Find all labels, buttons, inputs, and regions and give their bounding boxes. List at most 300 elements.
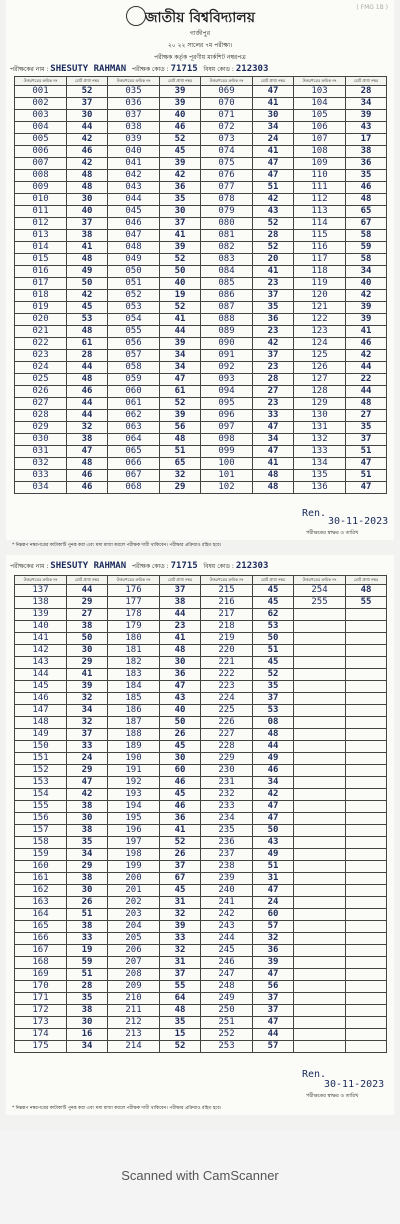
- roll-number: 205: [108, 933, 160, 945]
- roll-number: 216: [201, 597, 253, 609]
- roll-number: 094: [201, 386, 253, 398]
- roll-number: 213: [108, 1029, 160, 1041]
- roll-number: [294, 801, 346, 813]
- mark-column-header: মোট প্রাপ্ত নম্বর: [253, 576, 294, 585]
- mark-value: [346, 657, 387, 669]
- mark-value: 29: [67, 765, 108, 777]
- roll-number: [294, 1005, 346, 1017]
- table-row: [15, 158, 387, 170]
- roll-number: 099: [201, 446, 253, 458]
- mark-value: 35: [160, 1017, 201, 1029]
- roll-number: 211: [108, 1005, 160, 1017]
- mark-value: 30: [160, 753, 201, 765]
- roll-number: 089: [201, 326, 253, 338]
- table-row: [15, 110, 387, 122]
- roll-number: 241: [201, 897, 253, 909]
- mark-value: 48: [160, 645, 201, 657]
- mark-column-header: মোট প্রাপ্ত নম্বর: [253, 77, 294, 86]
- roll-number: 053: [108, 302, 160, 314]
- mark-value: 34: [160, 362, 201, 374]
- roll-number: 013: [15, 230, 67, 242]
- table-row: [15, 182, 387, 194]
- roll-number: 234: [201, 813, 253, 825]
- mark-value: 48: [253, 482, 294, 494]
- mark-value: 34: [253, 122, 294, 134]
- mark-value: [346, 861, 387, 873]
- mark-value: 23: [253, 278, 294, 290]
- table-row: [15, 729, 387, 741]
- roll-number: 041: [108, 158, 160, 170]
- mark-value: 43: [253, 206, 294, 218]
- roll-number: 092: [201, 362, 253, 374]
- roll-number: 232: [201, 789, 253, 801]
- roll-number: 178: [108, 609, 160, 621]
- mark-value: 32: [160, 470, 201, 482]
- mark-value: 35: [67, 837, 108, 849]
- mark-value: 37: [253, 993, 294, 1005]
- mark-value: 38: [160, 597, 201, 609]
- roll-number: 030: [15, 434, 67, 446]
- mark-value: [346, 993, 387, 1005]
- mark-value: 56: [160, 422, 201, 434]
- mark-value: [346, 693, 387, 705]
- mark-value: 27: [67, 609, 108, 621]
- roll-number: 240: [201, 885, 253, 897]
- roll-number: 024: [15, 362, 67, 374]
- mark-value: [346, 1005, 387, 1017]
- roll-number: 090: [201, 338, 253, 350]
- roll-number: 207: [108, 957, 160, 969]
- table-row: [15, 326, 387, 338]
- mark-value: 61: [67, 338, 108, 350]
- mark-value: 41: [67, 669, 108, 681]
- mark-value: 33: [160, 933, 201, 945]
- mark-value: 33: [67, 933, 108, 945]
- mark-value: 41: [160, 314, 201, 326]
- roll-number: 108: [294, 146, 346, 158]
- roll-number: 173: [15, 1017, 67, 1029]
- mark-value: 48: [67, 170, 108, 182]
- mark-value: 42: [253, 789, 294, 801]
- mark-value: 55: [346, 597, 387, 609]
- mark-value: 47: [160, 374, 201, 386]
- roll-number: 074: [201, 146, 253, 158]
- mark-value: 38: [67, 825, 108, 837]
- roll-number: 146: [15, 693, 67, 705]
- roll-number: 223: [201, 681, 253, 693]
- mark-value: 51: [346, 470, 387, 482]
- mark-value: 30: [160, 657, 201, 669]
- mark-value: 43: [346, 122, 387, 134]
- table-row: [15, 897, 387, 909]
- roll-number: 255: [294, 597, 346, 609]
- roll-number: [294, 921, 346, 933]
- mark-value: 46: [346, 338, 387, 350]
- roll-number: 177: [108, 597, 160, 609]
- mark-value: 28: [253, 374, 294, 386]
- examiner-code-label-2: পরীক্ষক কোড :: [131, 563, 169, 570]
- mark-value: [346, 1041, 387, 1053]
- roll-number: 193: [108, 789, 160, 801]
- roll-number: 004: [15, 122, 67, 134]
- table-row: [15, 1041, 387, 1053]
- mark-value: 39: [160, 86, 201, 98]
- roll-number: 117: [294, 254, 346, 266]
- mark-value: 52: [160, 134, 201, 146]
- mark-value: 37: [253, 693, 294, 705]
- table-row: [15, 230, 387, 242]
- marksheet-page-1: [6, 0, 394, 548]
- roll-number: 054: [108, 314, 160, 326]
- mark-value: 52: [253, 218, 294, 230]
- table-row: [15, 909, 387, 921]
- mark-value: [346, 777, 387, 789]
- roll-number: 045: [108, 206, 160, 218]
- mark-value: 19: [160, 290, 201, 302]
- roll-number: [294, 609, 346, 621]
- roll-number: 132: [294, 434, 346, 446]
- roll-column-header: উত্তরপত্রের ক্রমিক নং: [201, 576, 253, 585]
- roll-number: [294, 945, 346, 957]
- roll-number: 224: [201, 693, 253, 705]
- subject-code-label-2: বিষয় কোড :: [203, 563, 234, 570]
- table-row: [15, 278, 387, 290]
- mark-value: 44: [160, 326, 201, 338]
- mark-value: 41: [253, 266, 294, 278]
- table-row: [15, 957, 387, 969]
- roll-number: 055: [108, 326, 160, 338]
- roll-number: 057: [108, 350, 160, 362]
- mark-value: [346, 801, 387, 813]
- mark-value: 37: [67, 218, 108, 230]
- roll-number: 236: [201, 837, 253, 849]
- roll-number: 200: [108, 873, 160, 885]
- table-row: [15, 837, 387, 849]
- roll-number: 230: [201, 765, 253, 777]
- roll-number: 105: [294, 110, 346, 122]
- roll-number: [294, 669, 346, 681]
- mark-value: 29: [67, 657, 108, 669]
- mark-column-header: মোট প্রাপ্ত নম্বর: [346, 576, 387, 585]
- mark-value: 37: [253, 350, 294, 362]
- roll-number: 107: [294, 134, 346, 146]
- mark-value: 50: [160, 717, 201, 729]
- roll-number: [294, 789, 346, 801]
- mark-value: [346, 669, 387, 681]
- examiner-info-2: [10, 561, 268, 572]
- roll-number: 050: [108, 266, 160, 278]
- table-row: [15, 981, 387, 993]
- roll-number: 063: [108, 422, 160, 434]
- roll-number: 254: [294, 585, 346, 597]
- university-city: গাজীপুর: [189, 30, 211, 37]
- roll-number: 067: [108, 470, 160, 482]
- roll-number: 197: [108, 837, 160, 849]
- mark-value: 41: [160, 633, 201, 645]
- roll-number: 121: [294, 302, 346, 314]
- roll-number: 185: [108, 693, 160, 705]
- table-row: [15, 374, 387, 386]
- roll-number: 044: [108, 194, 160, 206]
- mark-value: 39: [160, 921, 201, 933]
- corner-note: ( FMG 1B ): [356, 4, 388, 11]
- table-row: [15, 585, 387, 597]
- roll-number: 137: [15, 585, 67, 597]
- roll-number: 183: [108, 669, 160, 681]
- mark-value: 32: [67, 693, 108, 705]
- roll-number: 115: [294, 230, 346, 242]
- mark-value: 57: [253, 921, 294, 933]
- mark-value: 36: [160, 669, 201, 681]
- roll-number: 085: [201, 278, 253, 290]
- roll-number: 250: [201, 1005, 253, 1017]
- roll-number: 093: [201, 374, 253, 386]
- table-row: [15, 993, 387, 1005]
- roll-number: [294, 957, 346, 969]
- roll-number: 062: [108, 410, 160, 422]
- roll-number: 081: [201, 230, 253, 242]
- roll-number: 129: [294, 398, 346, 410]
- table-row: [15, 386, 387, 398]
- roll-number: 065: [108, 446, 160, 458]
- roll-number: [294, 753, 346, 765]
- mark-value: 45: [160, 146, 201, 158]
- mark-value: 39: [346, 110, 387, 122]
- mark-value: 35: [346, 422, 387, 434]
- roll-number: 012: [15, 218, 67, 230]
- mark-value: 47: [253, 422, 294, 434]
- table-row: [15, 482, 387, 494]
- mark-value: 38: [67, 230, 108, 242]
- mark-value: 46: [346, 182, 387, 194]
- roll-number: [294, 681, 346, 693]
- roll-number: [294, 1017, 346, 1029]
- marks-table-1: [14, 76, 387, 494]
- roll-number: 039: [108, 134, 160, 146]
- mark-value: 51: [160, 446, 201, 458]
- roll-number: 088: [201, 314, 253, 326]
- mark-value: 28: [67, 350, 108, 362]
- roll-number: [294, 1041, 346, 1053]
- mark-value: 23: [253, 362, 294, 374]
- mark-value: 34: [346, 98, 387, 110]
- mark-value: 23: [253, 398, 294, 410]
- roll-number: 043: [108, 182, 160, 194]
- mark-value: 52: [160, 254, 201, 266]
- signature-caption-2: পরীক্ষকের স্বাক্ষর ও তারিখ: [306, 1093, 359, 1099]
- mark-value: 42: [67, 789, 108, 801]
- mark-value: [346, 753, 387, 765]
- roll-number: 195: [108, 813, 160, 825]
- mark-value: 48: [253, 470, 294, 482]
- roll-number: [294, 933, 346, 945]
- table-row: [15, 789, 387, 801]
- table-row: [15, 801, 387, 813]
- mark-value: 17: [346, 134, 387, 146]
- mark-value: [346, 945, 387, 957]
- marks-table-2: [14, 575, 387, 1053]
- table-row: [15, 657, 387, 669]
- roll-number: 149: [15, 729, 67, 741]
- roll-number: 229: [201, 753, 253, 765]
- roll-number: 215: [201, 585, 253, 597]
- examiner-code-2: 71715: [170, 561, 198, 571]
- mark-value: 36: [346, 158, 387, 170]
- mark-value: 52: [160, 398, 201, 410]
- roll-number: 103: [294, 86, 346, 98]
- mark-value: 47: [253, 86, 294, 98]
- mark-value: 52: [160, 1041, 201, 1053]
- roll-number: 118: [294, 266, 346, 278]
- roll-number: 114: [294, 218, 346, 230]
- roll-number: 235: [201, 825, 253, 837]
- roll-number: 136: [294, 482, 346, 494]
- mark-value: 29: [67, 861, 108, 873]
- mark-value: 48: [67, 458, 108, 470]
- roll-column-header: উত্তরপত্রের ক্রমিক নং: [201, 77, 253, 86]
- roll-number: 034: [15, 482, 67, 494]
- mark-column-header: মোট প্রাপ্ত নম্বর: [67, 576, 108, 585]
- mark-value: 48: [346, 194, 387, 206]
- mark-value: 30: [67, 645, 108, 657]
- roll-number: [294, 717, 346, 729]
- table-row: [15, 741, 387, 753]
- roll-number: 210: [108, 993, 160, 1005]
- roll-number: 046: [108, 218, 160, 230]
- mark-value: [346, 741, 387, 753]
- roll-number: 237: [201, 849, 253, 861]
- roll-number: 066: [108, 458, 160, 470]
- roll-number: 221: [201, 657, 253, 669]
- roll-number: 059: [108, 374, 160, 386]
- mark-value: 39: [160, 158, 201, 170]
- table-row: [15, 254, 387, 266]
- roll-number: 190: [108, 753, 160, 765]
- mark-value: [346, 897, 387, 909]
- mark-value: 36: [160, 182, 201, 194]
- mark-value: 64: [160, 993, 201, 1005]
- table-row: [15, 434, 387, 446]
- roll-number: [294, 777, 346, 789]
- roll-number: [294, 909, 346, 921]
- mark-value: 47: [253, 969, 294, 981]
- roll-number: 201: [108, 885, 160, 897]
- mark-value: [346, 621, 387, 633]
- roll-number: 071: [201, 110, 253, 122]
- roll-number: 253: [201, 1041, 253, 1053]
- roll-number: 204: [108, 921, 160, 933]
- mark-value: 45: [160, 741, 201, 753]
- mark-value: 65: [346, 206, 387, 218]
- roll-number: 239: [201, 873, 253, 885]
- roll-number: 008: [15, 170, 67, 182]
- mark-value: 47: [253, 813, 294, 825]
- marksheet-page-2: [6, 555, 394, 1115]
- mark-value: 41: [346, 326, 387, 338]
- mark-value: 37: [253, 290, 294, 302]
- roll-number: 080: [201, 218, 253, 230]
- mark-value: 51: [253, 861, 294, 873]
- roll-number: [294, 741, 346, 753]
- table-row: [15, 446, 387, 458]
- mark-column-header: মোট প্রাপ্ত নম্বর: [160, 576, 201, 585]
- mark-value: 58: [346, 254, 387, 266]
- mark-value: 40: [160, 705, 201, 717]
- mark-value: 41: [253, 146, 294, 158]
- mark-value: 45: [253, 585, 294, 597]
- mark-value: 48: [160, 1005, 201, 1017]
- table-row: [15, 1029, 387, 1041]
- mark-value: 44: [346, 362, 387, 374]
- mark-value: 35: [346, 170, 387, 182]
- table-row: [15, 933, 387, 945]
- mark-value: [346, 1017, 387, 1029]
- mark-value: [346, 837, 387, 849]
- mark-column-header: মোট প্রাপ্ত নম্বর: [160, 77, 201, 86]
- roll-number: [294, 837, 346, 849]
- mark-value: 30: [67, 885, 108, 897]
- mark-value: 52: [253, 242, 294, 254]
- mark-value: 15: [160, 1029, 201, 1041]
- roll-number: 144: [15, 669, 67, 681]
- roll-number: 252: [201, 1029, 253, 1041]
- mark-value: 50: [160, 266, 201, 278]
- roll-number: 042: [108, 170, 160, 182]
- mark-value: 61: [160, 386, 201, 398]
- roll-number: [294, 729, 346, 741]
- roll-number: 011: [15, 206, 67, 218]
- roll-number: 061: [108, 398, 160, 410]
- mark-value: 47: [160, 681, 201, 693]
- roll-number: 226: [201, 717, 253, 729]
- roll-number: 160: [15, 861, 67, 873]
- mark-value: 33: [253, 410, 294, 422]
- roll-number: 181: [108, 645, 160, 657]
- mark-value: 49: [67, 266, 108, 278]
- mark-value: 24: [253, 134, 294, 146]
- roll-number: [294, 633, 346, 645]
- mark-value: 45: [253, 597, 294, 609]
- roll-number: 102: [201, 482, 253, 494]
- roll-number: [294, 621, 346, 633]
- examiner-name-label: পরীক্ষকের নাম :: [10, 66, 49, 73]
- mark-value: 38: [67, 873, 108, 885]
- mark-value: 44: [160, 609, 201, 621]
- mark-value: 23: [160, 621, 201, 633]
- mark-value: 39: [253, 957, 294, 969]
- roll-number: 196: [108, 825, 160, 837]
- roll-number: 194: [108, 801, 160, 813]
- roll-number: 225: [201, 705, 253, 717]
- mark-value: 38: [67, 801, 108, 813]
- mark-value: 52: [253, 669, 294, 681]
- table-row: [15, 134, 387, 146]
- mark-value: 37: [253, 1005, 294, 1017]
- mark-value: 49: [253, 849, 294, 861]
- subject-code-2: 212303: [235, 561, 269, 571]
- roll-number: 128: [294, 386, 346, 398]
- mark-value: [346, 957, 387, 969]
- mark-value: 42: [253, 338, 294, 350]
- mark-value: 36: [160, 813, 201, 825]
- roll-number: 047: [108, 230, 160, 242]
- table-row: [15, 861, 387, 873]
- roll-number: 109: [294, 158, 346, 170]
- roll-number: 091: [201, 350, 253, 362]
- mark-value: 48: [346, 398, 387, 410]
- mark-value: 51: [67, 969, 108, 981]
- mark-value: 38: [67, 921, 108, 933]
